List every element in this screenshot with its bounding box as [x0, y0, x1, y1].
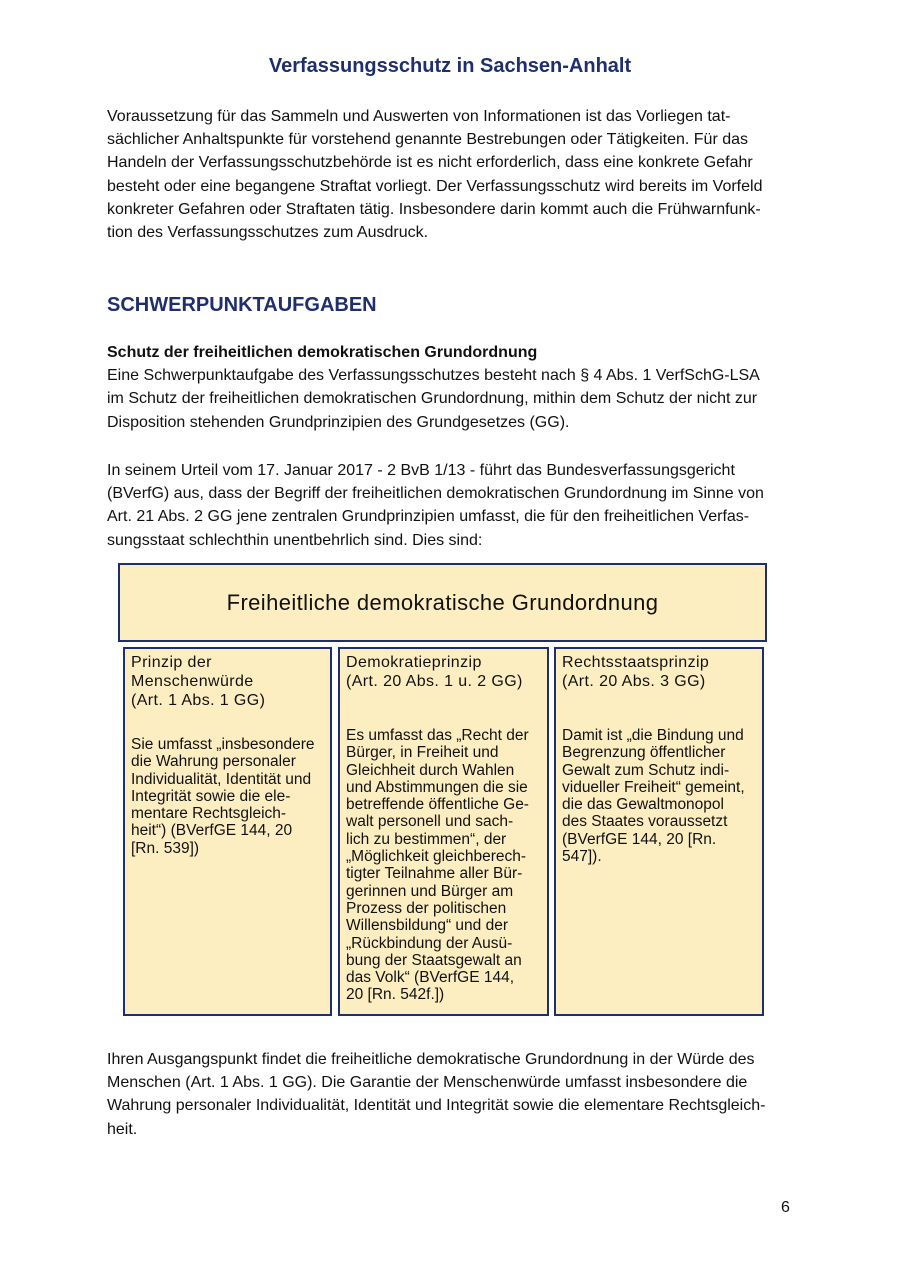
text-line: besteht oder eine begangene Straftat vorliegt. Der Verfassungsschutz wird bereits im Vorfeld [107, 177, 763, 195]
heading-line: Demokratieprinzip [346, 654, 482, 671]
body-line: walt personell und sach- [346, 813, 514, 831]
text-line: Wahrung personaler Individualität, Identität und Integrität sowie die elementare Rechtsgleich- [107, 1097, 766, 1115]
principle-description [346, 727, 541, 1004]
text-line: Handeln der Verfassungsschutzbehörde ist es nicht erforderlich, dass eine konkrete Gefahr [107, 154, 753, 172]
body-line: „Rückbindung der Ausü- [346, 934, 513, 952]
principle-box-rule-of-law [554, 647, 764, 1016]
principle-heading [131, 653, 324, 710]
page-number: 6 [781, 1199, 790, 1216]
text-line: heit. [107, 1120, 138, 1138]
heading-line: (Art. 20 Abs. 3 GG) [562, 673, 706, 690]
principle-box-democracy [338, 647, 549, 1016]
text-line: tion des Verfassungsschutzes zum Ausdruck. [107, 224, 429, 242]
body-line: 547]). [562, 848, 602, 866]
text-line: konkreter Gefahren oder Straftaten tätig. Insbesondere darin kommt auch die Frühwarnfunk- [107, 200, 761, 218]
heading-line: Menschenwürde [131, 673, 254, 690]
body-line: Es umfasst das „Recht der [346, 727, 529, 744]
body-line: die Wahrung personaler [131, 753, 296, 771]
body-line: tigter Teilnahme aller Bür- [346, 865, 523, 883]
body-line: Damit ist „die Bindung und [562, 727, 744, 744]
text-line: Art. 21 Abs. 2 GG jene zentralen Grundprinzipien umfasst, die für den freiheitlichen Verfas- [107, 508, 750, 526]
section-heading: SCHWERPUNKTAUFGABEN [107, 294, 377, 316]
text-line: Ihren Ausgangspunkt findet die freiheitliche demokratische Grundordnung in der Würde des [107, 1051, 755, 1068]
body-line: Willensbildung“ und der [346, 917, 508, 935]
page-title: Verfassungsschutz in Sachsen-Anhalt [268, 55, 632, 77]
body-line: heit“) (BVerfGE 144, 20 [131, 822, 293, 840]
body-line: Prozess der politischen [346, 899, 507, 917]
text-line: (BVerfG) aus, dass der Begriff der freiheitlichen demokratischen Grundordnung im Sinne von [107, 485, 764, 503]
principle-heading [346, 653, 541, 691]
text-line: Disposition stehenden Grundprinzipien des Grundgesetzes (GG). [107, 413, 570, 431]
text-line: sächlicher Anhaltspunkte für vorstehend genannte Bestrebungen oder Tätigkeiten. Für das [107, 131, 749, 149]
body-line: betreffende öffentliche Ge- [346, 796, 529, 814]
body-line: des Staates voraussetzt [562, 813, 728, 831]
intro-paragraph [107, 105, 797, 244]
body-line: gerinnen und Bürger am [346, 882, 514, 900]
body-line: das Volk“ (BVerfGE 144, [346, 969, 515, 987]
principle-heading [562, 653, 756, 691]
section-paragraph-2 [107, 459, 797, 552]
text-line: Voraussetzung für das Sammeln und Auswerten von Informationen ist das Vorliegen tat- [107, 108, 731, 125]
body-line: [Rn. 539]) [131, 839, 200, 857]
text-line: Eine Schwerpunktaufgabe des Verfassungsschutzes besteht nach § 4 Abs. 1 VerfSchG-LSA [107, 367, 760, 385]
principle-description [131, 736, 324, 857]
subheading: Schutz der freiheitlichen demokratischen Grundordnung [107, 344, 538, 361]
body-line: und Abstimmungen die sie [346, 778, 528, 796]
section-paragraph-1 [107, 341, 797, 434]
text-line: sungsstaat schlechthin unentbehrlich sind. Dies sind: [107, 531, 483, 549]
body-line: vidueller Freiheit“ gemeint, [562, 778, 745, 796]
principle-description [562, 727, 756, 865]
text-line: In seinem Urteil vom 17. Januar 2017 - 2 BvB 1/13 - führt das Bundesverfassungsgericht [107, 462, 735, 479]
body-line: Individualität, Identität und [131, 770, 312, 788]
heading-line: (Art. 1 Abs. 1 GG) [131, 692, 266, 709]
body-line: „Möglichkeit gleichberech- [346, 848, 527, 866]
body-line: (BVerfGE 144, 20 [Rn. [562, 830, 717, 848]
body-line: Integrität sowie die ele- [131, 787, 291, 805]
closing-paragraph [107, 1048, 797, 1141]
body-line: bung der Staatsgewalt an [346, 951, 522, 969]
principle-box-human-dignity [123, 647, 332, 1016]
body-line: mentare Rechtsgleich- [131, 805, 287, 823]
diagram-title: Freiheitliche demokratische Grundordnung [226, 589, 659, 615]
diagram-title-box [118, 563, 767, 642]
body-line: Begrenzung öffentlicher [562, 744, 726, 762]
text-line: im Schutz der freiheitlichen demokratischen Grundordnung, mithin dem Schutz der nicht zur [107, 390, 758, 408]
body-line: Gleichheit durch Wahlen [346, 761, 515, 779]
heading-line: Prinzip der [131, 654, 212, 671]
heading-line: (Art. 20 Abs. 1 u. 2 GG) [346, 673, 523, 690]
body-line: lich zu bestimmen“, der [346, 830, 507, 848]
body-line: Bürger, in Freiheit und [346, 744, 499, 762]
body-line: Sie umfasst „insbesondere [131, 736, 315, 753]
body-line: 20 [Rn. 542f.]) [346, 986, 445, 1004]
text-line: Menschen (Art. 1 Abs. 1 GG). Die Garantie der Menschenwürde umfasst insbesondere die [107, 1074, 748, 1092]
body-line: Gewalt zum Schutz indi- [562, 761, 730, 779]
body-line: die das Gewaltmonopol [562, 796, 724, 814]
heading-line: Rechtsstaatsprinzip [562, 654, 710, 671]
